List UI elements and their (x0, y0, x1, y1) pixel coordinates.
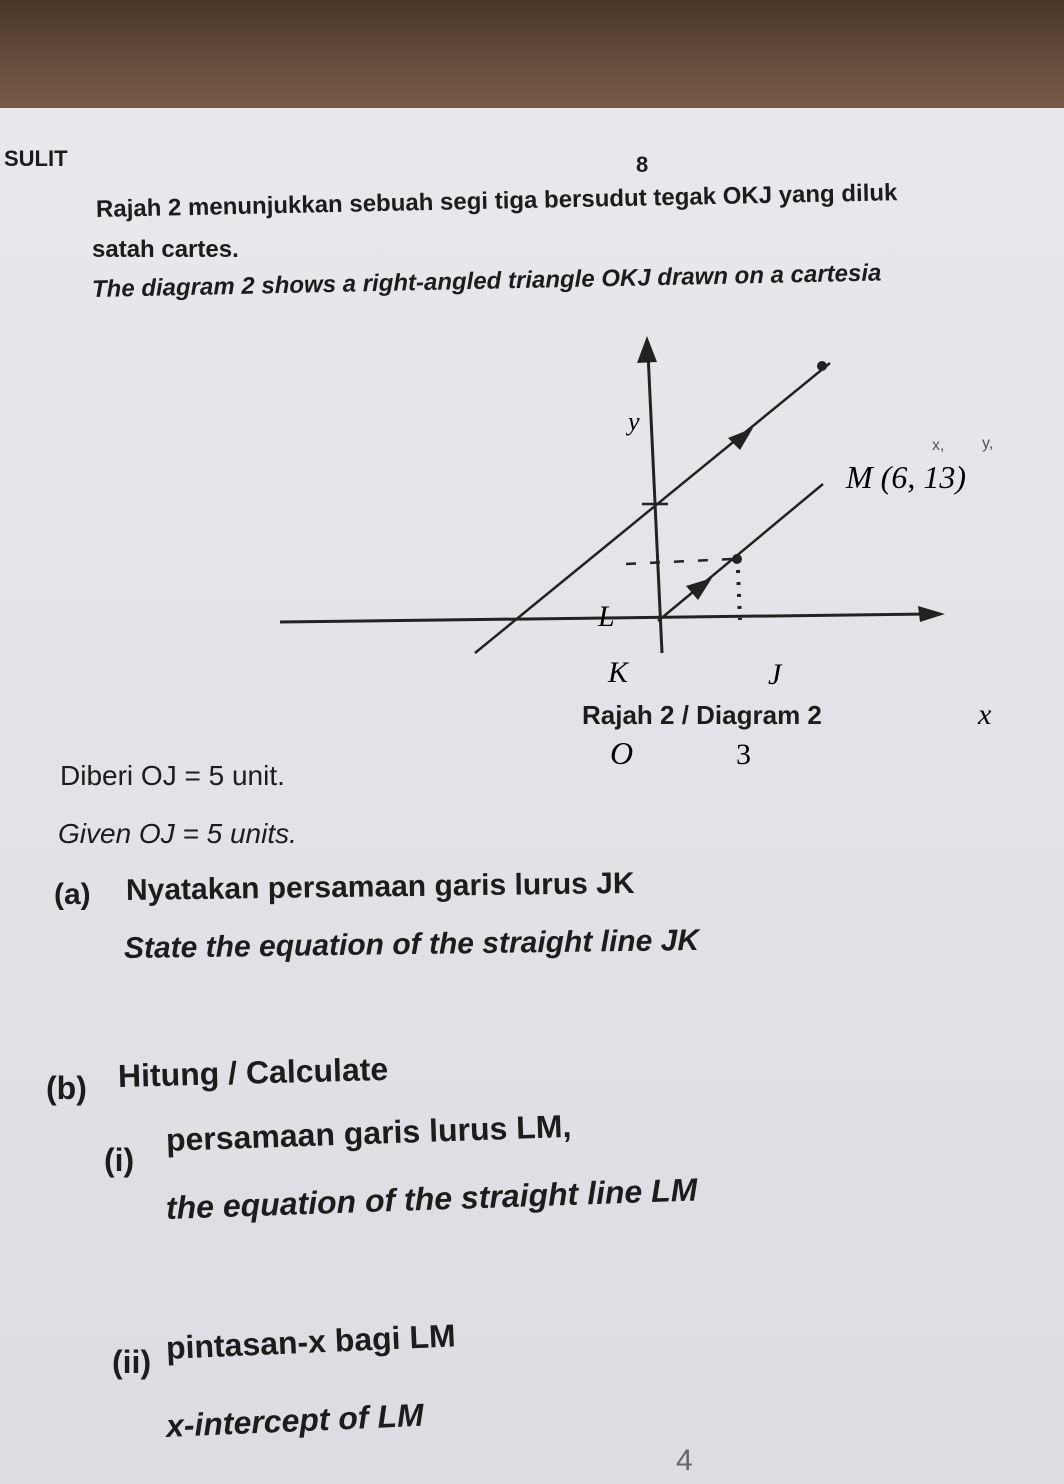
confidential-label: SULIT (4, 146, 68, 171)
label-L: L (598, 600, 615, 633)
table-background (0, 0, 1064, 120)
point-J-dot (732, 554, 742, 564)
handwritten-y-note: y, (982, 435, 994, 452)
part-b-label: (b) (46, 1070, 87, 1106)
part-b-ii-english: x-intercept of LM (165, 1396, 425, 1444)
part-b-title: Hitung / Calculate (117, 1050, 389, 1094)
point-M-dot (817, 361, 827, 371)
line-LM (475, 363, 830, 653)
segment-J-vertical (738, 570, 740, 620)
intro-malay-line1: Rajah 2 menunjukkan sebuah segi tiga bersudut tegak OKJ yang diluk (95, 179, 898, 223)
x-axis-arrow (918, 606, 945, 622)
given-malay: Diberi OJ = 5 unit. (60, 760, 285, 791)
label-J: J (768, 658, 782, 691)
segment-KJ (626, 559, 732, 564)
part-b-i-english: the equation of the straight line LM (165, 1171, 698, 1226)
line-OJ (658, 484, 823, 621)
handwritten-mark: 4 (676, 1444, 693, 1477)
line-LM-arrow (728, 428, 753, 450)
page-number: 8 (636, 152, 649, 177)
intro-english: The diagram 2 shows a right-angled triangle OKJ drawn on a cartesia (91, 259, 882, 303)
intro-malay-line2: satah cartes. (92, 236, 239, 263)
line-OJ-arrow (686, 578, 712, 600)
part-b-ii-label: (ii) (112, 1344, 152, 1380)
y-axis-arrow (637, 336, 657, 363)
part-b-i-malay: persamaan garis lurus LM, (165, 1107, 572, 1158)
label-O: O (610, 735, 634, 771)
label-y: y (628, 407, 640, 436)
part-a-label: (a) (54, 878, 91, 911)
label-K: K (608, 656, 629, 689)
given-english: Given OJ = 5 units. (58, 818, 297, 849)
part-b-ii-malay: pintasan-x bagi LM (165, 1317, 457, 1366)
part-a-malay: Nyatakan persamaan garis lurus JK (125, 866, 635, 907)
part-a-english: State the equation of the straight line JK (123, 923, 700, 965)
part-b-i-label: (i) (104, 1142, 135, 1178)
handwritten-x-note: x, (932, 437, 945, 454)
diagram-caption: Rajah 2 / Diagram 2 (582, 700, 822, 730)
label-3: 3 (736, 738, 751, 771)
exam-page (0, 108, 1064, 1484)
label-M: M (6, 13) (846, 459, 966, 495)
label-x: x (978, 698, 992, 731)
